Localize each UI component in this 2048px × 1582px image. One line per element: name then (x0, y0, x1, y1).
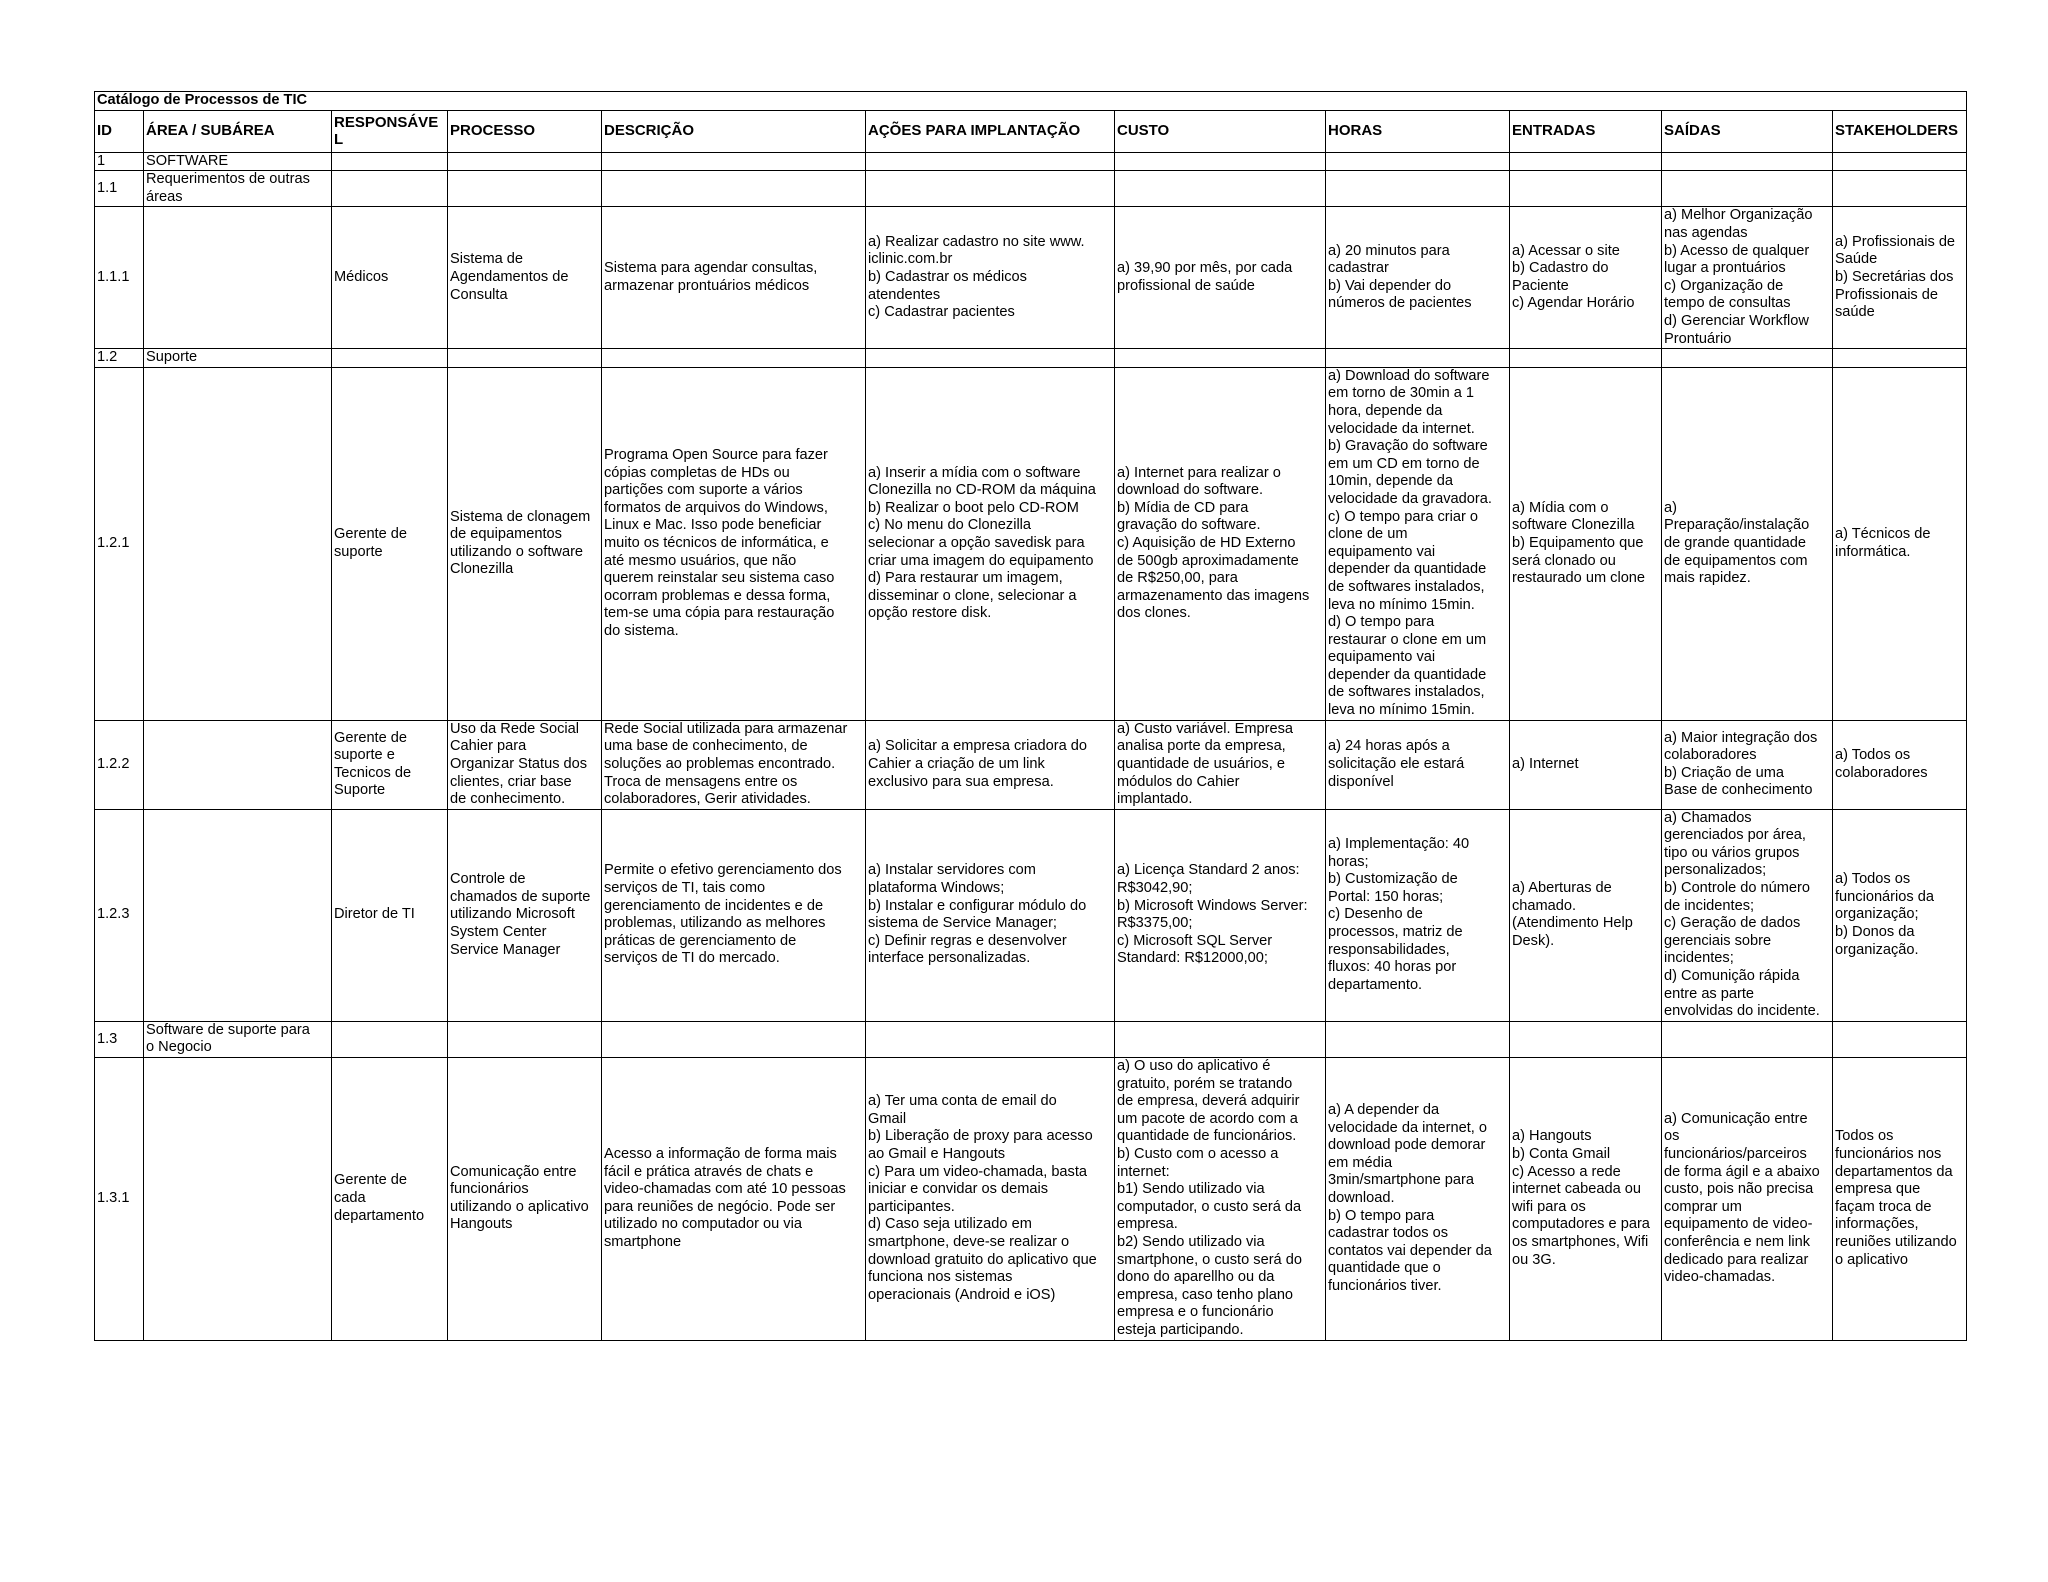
header-horas[interactable]: HORAS (1326, 110, 1510, 152)
cell-acoes[interactable]: a) Realizar cadastro no site www. iclinic.com.br b) Cadastrar os médicos atendentes c) Cadastrar pacientes (866, 207, 1115, 349)
cell-empty[interactable] (602, 171, 866, 207)
cell-entradas[interactable]: a) Acessar o site b) Cadastro do Paciente c) Agendar Horário (1510, 207, 1662, 349)
cell-empty[interactable] (332, 349, 448, 368)
header-acoes[interactable]: AÇÕES PARA IMPLANTAÇÃO (866, 110, 1115, 152)
cell-empty[interactable] (1833, 152, 1967, 171)
cell-empty[interactable] (448, 1021, 602, 1057)
cell-empty[interactable] (1662, 349, 1833, 368)
cell-empty[interactable] (1326, 171, 1510, 207)
cell-entradas[interactable]: a) Hangouts b) Conta Gmail c) Acesso a rede internet cabeada ou wifi para os computadores e para os smartphones, Wifi ou 3G. (1510, 1058, 1662, 1341)
cell-empty[interactable] (1662, 171, 1833, 207)
cell-area[interactable]: Software de suporte para o Negocio (144, 1021, 332, 1057)
cell-empty[interactable] (1510, 349, 1662, 368)
process-catalog-table (94, 91, 1967, 1341)
cell-empty[interactable] (1326, 349, 1510, 368)
cell-empty[interactable] (1115, 171, 1326, 207)
header-saidas[interactable]: SAÍDAS (1662, 110, 1833, 152)
cell-stakeholders[interactable]: a) Todos os funcionários da organização; b) Donos da organização. (1833, 809, 1967, 1021)
cell-id[interactable]: 1.1.1 (95, 207, 144, 349)
subsection-row (95, 171, 1967, 207)
cell-area[interactable]: SOFTWARE (144, 152, 332, 171)
section-row (95, 152, 1967, 171)
cell-stakeholders[interactable]: Todos os funcionários nos departamentos da empresa que façam troca de informações, reuniões utilizando o aplicativo (1833, 1058, 1967, 1341)
cell-acoes[interactable]: a) Instalar servidores com plataforma Windows; b) Instalar e configurar módulo do sistema de Service Manager; c) Definir regras e desenvolver interface personalizadas. (866, 809, 1115, 1021)
cell-acoes[interactable]: a) Inserir a mídia com o software Clonezilla no CD-ROM da máquina b) Realizar o boot pelo CD-ROM c) No menu do Clonezilla selecionar a opção savedisk para criar uma imagem do equipamento d) Para restaurar um imagem, disseminar o clone, selecionar a opção restore disk. (866, 367, 1115, 720)
cell-custo[interactable]: a) 39,90 por mês, por cada profissional de saúde (1115, 207, 1326, 349)
process-row (95, 367, 1967, 720)
cell-empty[interactable] (602, 152, 866, 171)
cell-empty[interactable] (1326, 1021, 1510, 1057)
cell-custo[interactable]: a) O uso do aplicativo é gratuito, porém se tratando de empresa, deverá adquirir um pacote de acordo com a quantidade de funcionários. b) Custo com o acesso a internet: b1) Sendo utilizado via computador, o custo será da empresa. b2) Sendo utilizado via smartphone, o custo será do dono do aparellho ou da empresa, caso tenho plano empresa e o funcionário esteja participando. (1115, 1058, 1326, 1341)
cell-responsavel[interactable]: Gerente de suporte e Tecnicos de Suporte (332, 720, 448, 809)
header-id[interactable]: ID (95, 110, 144, 152)
cell-descricao[interactable]: Permite o efetivo gerenciamento dos serviços de TI, tais como gerenciamento de incidentes e de problemas, utilizando as melhores práticas de gerenciamento de serviços de TI do mercado. (602, 809, 866, 1021)
cell-acoes[interactable]: a) Ter uma conta de email do Gmail b) Liberação de proxy para acesso ao Gmail e Hangouts c) Para um video-chamada, basta iniciar e convidar os demais participantes. d) Caso seja utilizado em smartphone, deve-se realizar o download gratuito do aplicativo que funciona nos sistemas operacionais (Android e iOS) (866, 1058, 1115, 1341)
cell-empty[interactable] (332, 171, 448, 207)
cell-empty[interactable] (602, 1021, 866, 1057)
cell-empty[interactable] (1662, 152, 1833, 171)
cell-entradas[interactable]: a) Mídia com o software Clonezilla b) Equipamento que será clonado ou restaurado um clone (1510, 367, 1662, 720)
cell-stakeholders[interactable]: a) Todos os colaboradores (1833, 720, 1967, 809)
cell-empty[interactable] (448, 349, 602, 368)
spreadsheet (94, 91, 1966, 1341)
cell-area[interactable]: Suporte (144, 349, 332, 368)
header-entradas[interactable]: ENTRADAS (1510, 110, 1662, 152)
cell-descricao[interactable]: Sistema para agendar consultas, armazenar prontuários médicos (602, 207, 866, 349)
cell-area[interactable] (144, 1058, 332, 1341)
header-custo[interactable]: CUSTO (1115, 110, 1326, 152)
cell-id[interactable]: 1.3 (95, 1021, 144, 1057)
cell-custo[interactable]: a) Licença Standard 2 anos: R$3042,90; b) Microsoft Windows Server: R$3375,00; c) Microsoft SQL Server Standard: R$12000,00; (1115, 809, 1326, 1021)
cell-processo[interactable]: Uso da Rede Social Cahier para Organizar Status dos clientes, criar base de conhecimento. (448, 720, 602, 809)
cell-area[interactable] (144, 207, 332, 349)
cell-entradas[interactable]: a) Aberturas de chamado. (Atendimento Help Desk). (1510, 809, 1662, 1021)
cell-processo[interactable]: Sistema de clonagem de equipamentos utilizando o software Clonezilla (448, 367, 602, 720)
cell-area[interactable]: Requerimentos de outras áreas (144, 171, 332, 207)
cell-responsavel[interactable]: Diretor de TI (332, 809, 448, 1021)
cell-descricao[interactable]: Rede Social utilizada para armazenar uma base de conhecimento, de soluções ao problemas encontrado. Troca de mensagens entre os colaboradores, Gerir atividades. (602, 720, 866, 809)
cell-processo[interactable]: Comunicação entre funcionários utilizando o aplicativo Hangouts (448, 1058, 602, 1341)
header-processo[interactable]: PROCESSO (448, 110, 602, 152)
subsection-row (95, 349, 1967, 368)
cell-processo[interactable]: Sistema de Agendamentos de Consulta (448, 207, 602, 349)
cell-empty[interactable] (1510, 152, 1662, 171)
cell-empty[interactable] (448, 171, 602, 207)
cell-stakeholders[interactable]: a) Profissionais de Saúde b) Secretárias dos Profissionais de saúde (1833, 207, 1967, 349)
title-row (95, 92, 1967, 111)
cell-responsavel[interactable]: Gerente de suporte (332, 367, 448, 720)
cell-saidas[interactable]: a) Preparação/instalação de grande quantidade de equipamentos com mais rapidez. (1662, 367, 1833, 720)
cell-responsavel[interactable]: Médicos (332, 207, 448, 349)
cell-saidas[interactable]: a) Chamados gerenciados por área, tipo ou vários grupos personalizados; b) Controle do número de incidentes; c) Geração de dados gerenciais sobre incidentes; d) Comunição rápida entre as parte envolvidas do incidente. (1662, 809, 1833, 1021)
header-row (95, 110, 1967, 152)
process-row (95, 720, 1967, 809)
cell-area[interactable] (144, 367, 332, 720)
process-row (95, 1058, 1967, 1341)
cell-empty[interactable] (332, 1021, 448, 1057)
subsection-row (95, 1021, 1967, 1057)
cell-empty[interactable] (1510, 1021, 1662, 1057)
cell-area[interactable] (144, 720, 332, 809)
cell-empty[interactable] (1326, 152, 1510, 171)
cell-acoes[interactable]: a) Solicitar a empresa criadora do Cahier a criação de um link exclusivo para sua empresa. (866, 720, 1115, 809)
cell-empty[interactable] (1833, 1021, 1967, 1057)
cell-empty[interactable] (866, 171, 1115, 207)
cell-area[interactable] (144, 809, 332, 1021)
cell-descricao[interactable]: Acesso a informação de forma mais fácil e prática através de chats e video-chamadas com até 10 pessoas para reuniões de negócio. Pode ser utilizado no computador ou via smartphone (602, 1058, 866, 1341)
cell-empty[interactable] (866, 349, 1115, 368)
cell-horas[interactable]: a) 24 horas após a solicitação ele estará disponível (1326, 720, 1510, 809)
cell-empty[interactable] (1115, 1021, 1326, 1057)
process-row (95, 207, 1967, 349)
header-descricao[interactable]: DESCRIÇÃO (602, 110, 866, 152)
cell-id[interactable]: 1.2.3 (95, 809, 144, 1021)
cell-id[interactable]: 1.3.1 (95, 1058, 144, 1341)
cell-horas[interactable]: a) Implementação: 40 horas; b) Customização de Portal: 150 horas; c) Desenho de processos, matriz de responsabilidades, fluxos: 40 horas por departamento. (1326, 809, 1510, 1021)
sheet-title[interactable]: Catálogo de Processos de TIC (95, 92, 1967, 111)
cell-custo[interactable]: a) Internet para realizar o download do software. b) Mídia de CD para gravação do software. c) Aquisição de HD Externo de 500gb aproximadamente de R$250,00, para armazenamento das imagens dos clones. (1115, 367, 1326, 720)
cell-id[interactable]: 1.2.1 (95, 367, 144, 720)
cell-empty[interactable] (448, 152, 602, 171)
cell-stakeholders[interactable]: a) Técnicos de informática. (1833, 367, 1967, 720)
cell-empty[interactable] (1510, 171, 1662, 207)
cell-empty[interactable] (866, 152, 1115, 171)
cell-saidas[interactable]: a) Maior integração dos colaboradores b) Criação de uma Base de conhecimento (1662, 720, 1833, 809)
cell-id[interactable]: 1.2.2 (95, 720, 144, 809)
cell-empty[interactable] (332, 152, 448, 171)
cell-empty[interactable] (1833, 171, 1967, 207)
cell-custo[interactable]: a) Custo variável. Empresa analisa porte da empresa, quantidade de usuários, e módulos do Cahier implantado. (1115, 720, 1326, 809)
header-area[interactable]: ÁREA / SUBÁREA (144, 110, 332, 152)
header-stakeholders[interactable]: STAKEHOLDERS (1833, 110, 1967, 152)
cell-responsavel[interactable]: Gerente de cada departamento (332, 1058, 448, 1341)
cell-empty[interactable] (1115, 152, 1326, 171)
cell-empty[interactable] (1115, 349, 1326, 368)
cell-horas[interactable]: a) Download do software em torno de 30min a 1 hora, depende da velocidade da internet. b) Gravação do software em um CD em torno de 10min, depende da velocidade da gravadora. c) O tempo para criar o clone de um equipamento vai depender da quantidade de softwares instalados, leva no mínimo 15min. d) O tempo para restaurar o clone em um equipamento vai depender da quantidade de softwares instalados, leva no mínimo 15min. (1326, 367, 1510, 720)
cell-saidas[interactable]: a) Comunicação entre os funcionários/parceiros de forma ágil e a abaixo custo, pois não precisa comprar um equipamento de video- conferência e nem link dedicado para realizar video-chamadas. (1662, 1058, 1833, 1341)
cell-saidas[interactable]: a) Melhor Organização nas agendas b) Acesso de qualquer lugar a prontuários c) Organização de tempo de consultas d) Gerenciar Workflow Prontuário (1662, 207, 1833, 349)
cell-id[interactable]: 1.2 (95, 349, 144, 368)
cell-horas[interactable]: a) 20 minutos para cadastrar b) Vai depender do números de pacientes (1326, 207, 1510, 349)
cell-empty[interactable] (1833, 349, 1967, 368)
process-row (95, 809, 1967, 1021)
cell-entradas[interactable]: a) Internet (1510, 720, 1662, 809)
cell-id[interactable]: 1.1 (95, 171, 144, 207)
cell-empty[interactable] (602, 349, 866, 368)
cell-empty[interactable] (866, 1021, 1115, 1057)
cell-processo[interactable]: Controle de chamados de suporte utilizando Microsoft System Center Service Manager (448, 809, 602, 1021)
cell-empty[interactable] (1662, 1021, 1833, 1057)
cell-horas[interactable]: a) A depender da velocidade da internet, o download pode demorar em média 3min/smartphone para download. b) O tempo para cadastrar todos os contatos vai depender da quantidade que o funcionários tiver. (1326, 1058, 1510, 1341)
header-responsavel[interactable]: RESPONSÁVEL (332, 110, 448, 152)
cell-id[interactable]: 1 (95, 152, 144, 171)
cell-descricao[interactable]: Programa Open Source para fazer cópias completas de HDs ou partições com suporte a vários formatos de arquivos do Windows, Linux e Mac. Isso pode beneficiar muito os técnicos de informática, e até mesmo usuários, que não querem reinstalar seu sistema caso ocorram problemas e dessa forma, tem-se uma cópia para restauração do sistema. (602, 367, 866, 720)
